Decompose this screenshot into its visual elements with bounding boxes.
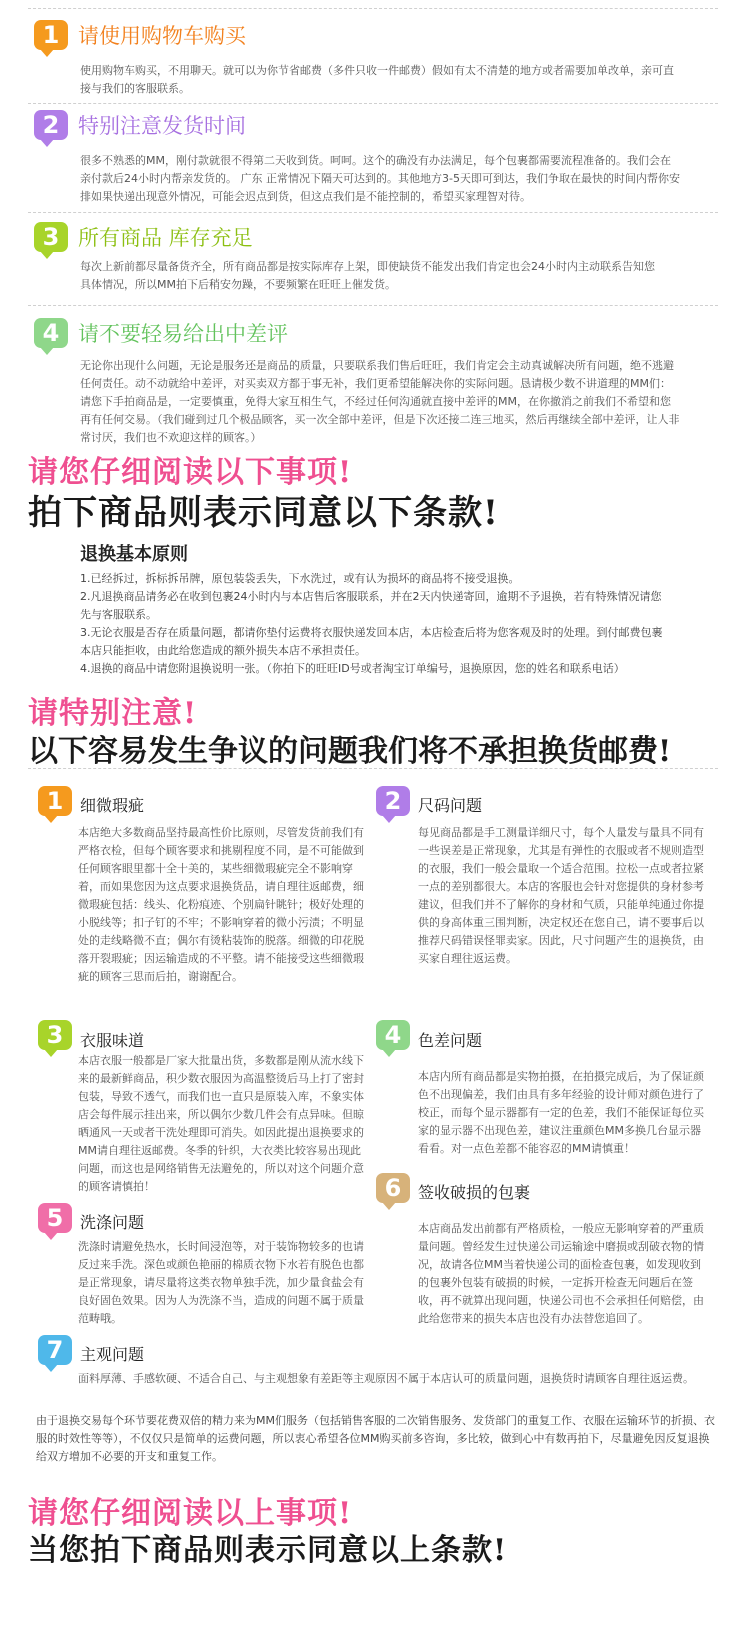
- return-policy-title: 退换基本原则: [80, 544, 188, 565]
- number-badge-issue-6: 6: [376, 1173, 410, 1203]
- notice-body-4: 无论你出现什么问题，无论是服务还是商品的质量，只要联系我们售后旺旺，我们肯定会主动真诚解决所有问题，绝不逃避任何责任。动不动就给中差评，对买卖双方都于事无补，我们更希望能解决你的实际问题。恳请极少数不讲道理的MM们：请您下手拍商品是，一定要慎重，免得大家互相生气，不经过任何沟通就直接中差评的MM，在你撤消之前我们不希望和您再有任何交易。（我们碰到过几个极品顾客，买一次全部中差评，但是下次还接二连三地买，然后再继续全部中差评，让人非常讨厌，我们也不欢迎这样的顾客。）: [80, 359, 680, 444]
- notice-title-2: 特别注意发货时间: [78, 114, 246, 138]
- number-badge-3: 3: [34, 222, 68, 252]
- notice-title-4: 请不要轻易给出中差评: [78, 322, 288, 346]
- issue-title-1: 细微瑕疵: [80, 796, 145, 815]
- issue-body-7: 面料厚薄、手感软硬、不适合自己、与主观想象有差距等主观原因不属于本店认可的质量问题，退换货时请顾客自理往返运费。: [78, 1372, 694, 1385]
- divider: [28, 768, 718, 769]
- issue-title-5: 洗涤问题: [80, 1213, 145, 1232]
- issue-title-6: 签收破损的包裹: [418, 1183, 531, 1202]
- headline-agree-above: 当您拍下商品则表示同意以上条款!: [28, 1533, 508, 1568]
- return-policy-item-2: 2.凡退换商品请务必在收到包裹24小时内与本店售后客服联系，并在2天内快递寄回，逾期不予退换，若有特殊情况请您先与客服联系。: [80, 590, 662, 621]
- headline-agree-below: 拍下商品则表示同意以下条款!: [28, 493, 499, 533]
- notice-body-1: 使用购物车购买，不用聊天。就可以为你节省邮费（多件只收一件邮费）假如有太不清楚的地方或者需要加单改单，亲可直接与我们的客服联系。: [80, 64, 674, 95]
- return-policy-item-1: 1.已经拆过，拆标拆吊牌，原包装袋丢失，下水洗过，或有认为损坏的商品将不接受退换。: [80, 572, 520, 585]
- issue-title-7: 主观问题: [80, 1345, 145, 1364]
- return-policy-item-3: 3.无论衣服是否存在质量问题，都请你垫付运费将衣服快递发回本店，本店检查后将为您客观及时的处理。到付邮费包裹本店只能拒收，由此给您造成的额外损失本店不承担责任。: [80, 626, 663, 657]
- issue-title-2: 尺码问题: [418, 796, 483, 815]
- divider: [28, 212, 718, 213]
- issue-title-4: 色差问题: [418, 1031, 483, 1050]
- headline-special-attention: 请特别注意!: [28, 696, 198, 731]
- number-badge-issue-3: 3: [38, 1020, 72, 1050]
- number-badge-1: 1: [34, 20, 68, 50]
- issue-body-1: 本店绝大多数商品坚持最高性价比原则，尽管发货前我们有严格衣检，但每个顾客要求和挑剔程度不同，是不可能做到任何顾客眼里都十全十美的，某些细微瑕疵完全不影响穿着，而如果您因为这点要求退换货品，请自理往返邮费，细微瑕疵包括：线头、化粉痕迹、个别扁针眺针；极好处理的小脱线等；扣子钉的不牢；不影响穿着的微小污渍；不明显处的走线略微不直；偶尔有烫粘装饰的脱落。细微的印花脱落开裂瑕疵；因运输造成的不平整。请不能接受这些细微瑕疵的顾客三思而后拍，谢谢配合。: [78, 826, 364, 983]
- number-badge-2: 2: [34, 110, 68, 140]
- divider: [28, 8, 718, 9]
- return-policy-item-4: 4.退换的商品中请您附退换说明一张。（你拍下的旺旺ID号或者淘宝订单编号，退换原因，您的姓名和联系电话）: [80, 662, 625, 675]
- notice-title-1: 请使用购物车购买: [78, 24, 246, 48]
- issue-body-6: 本店商品发出前都有严格质检，一般应无影响穿着的严重质量问题。曾经发生过快递公司运输途中磨损或刮破衣物的情况，故请各位MM当着快递公司的面检查包裹，如发现收到的包裹外包装有破损的时候，一定拆开检查无问题后在签收，再不就算出现问题，快递公司也不会承担任何赔偿，由此给您带来的损失本店也没有办法替您追回了。: [418, 1222, 704, 1325]
- issue-body-4: 本店内所有商品都是实物拍摄，在拍摄完成后，为了保证颜色不出现偏差，我们由具有多年经验的设计师对颜色进行了校正，而每个显示器都有一定的色差，我们不能保证每位买家的显示器不出现色差，建议注重颜色MM多换几台显示器看看。对一点色差都不能容忍的MM请慎重！: [418, 1070, 704, 1155]
- footer-note: 由于退换交易每个环节要花费双倍的精力来为MM们服务（包括销售客服的二次销售服务、发货部门的重复工作、衣服在运输环节的折损、衣服的时效性等等），不仅仅只是简单的运费问题，所以衷心希望各位MM购买前多咨询，多比较，做到心中有数再拍下，尽量避免因反复退换给双方增加不必要的开支和重复工作。: [36, 1414, 715, 1463]
- divider: [28, 305, 718, 306]
- number-badge-issue-4: 4: [376, 1020, 410, 1050]
- issue-title-3: 衣服味道: [80, 1031, 145, 1050]
- number-badge-4: 4: [34, 318, 68, 348]
- number-badge-issue-2: 2: [376, 786, 410, 816]
- headline-read-below: 请您仔细阅读以下事项!: [28, 455, 353, 490]
- issue-body-5: 洗涤时请避免热水，长时间浸泡等，对于装饰物较多的也请反过来手洗。深色或颜色艳丽的棉质衣物下水若有脱色也都是正常现象，请尽量将这类衣物单独手洗，加少量食盐会有良好固色效果。因为人为洗涤不当，造成的问题不属于质量范畴哦。: [78, 1240, 364, 1325]
- number-badge-issue-1: 1: [38, 786, 72, 816]
- notice-title-3: 所有商品 库存充足: [78, 226, 253, 250]
- issue-body-3: 本店衣服一般都是厂家大批量出货，多数都是刚从流水线下来的最新鲜商品，积少数衣服因为高温整烫后马上打了密封包装，导致不透气，而我们也一直只是原装入库，不象实体店会每件展示挂出来，所以偶尔少数几件会有点异味。但晾晒通风一天或者干洗处理即可消失。如因此提出退换要求的MM请自理往返邮费。冬季的针织，大衣类比较容易出现此问题，而这也是网络销售无法避免的，所以对这个问题介意的顾客请慎拍！: [78, 1054, 364, 1193]
- divider: [28, 103, 718, 104]
- number-badge-issue-5: 5: [38, 1203, 72, 1233]
- notice-body-2: 很多不熟悉的MM，刚付款就很不得第二天收到货。呵呵。这个的确没有办法满足，每个包裹都需要流程准备的。我们会在亲付款后24小时内帮亲发货的。 广东 正常情况下隔天可达到的。其他地方3-5天即可到达，我们争取在最快的时间内帮你安排如果快递出现意外情况，可能会迟点到货，但这点我们是不能控制的，希望买家理智对待。: [80, 154, 680, 203]
- notice-body-3: 每次上新前都尽量备货齐全，所有商品都是按实际库存上架，即使缺货不能发出我们肯定也会24小时内主动联系告知您具体情况，所以MM拍下后稍安勿躁，不要频繁在旺旺上催发货。: [80, 260, 655, 291]
- headline-read-above: 请您仔细阅读以上事项!: [28, 1496, 353, 1531]
- issue-body-2: 每见商品都是手工测量详细尺寸，每个人量发与量具不同有一些误差是正常现象，尤其是有弹性的衣服或者不规则造型的衣服，我们一般会量取一个适合范围。拉松一点或者拉紧一点的差别都很大。本店的客服也会针对您提供的身材参考建议，但我们并不了解你的身材和气质，只能单纯通过你提供的身高体重三围判断，决定权还在您自己，请不要事后以推荐尺码错误怪罪卖家。因此，尺寸问题产生的退换货，由买家自理往返运费。: [418, 826, 704, 965]
- headline-no-shipping-cost: 以下容易发生争议的问题我们将不承担换货邮费!: [28, 734, 672, 769]
- number-badge-issue-7: 7: [38, 1335, 72, 1365]
